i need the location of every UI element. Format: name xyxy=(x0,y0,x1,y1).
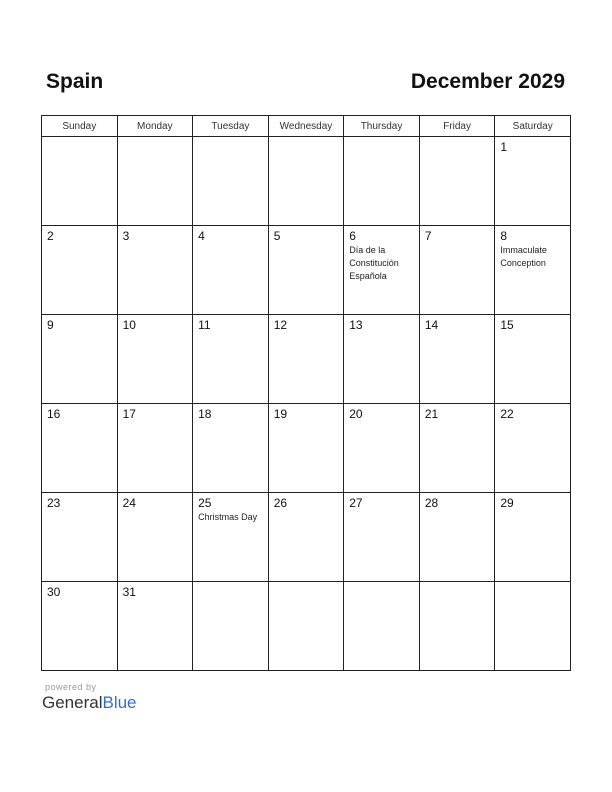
calendar-day-cell xyxy=(495,226,571,315)
holiday-label: Día de la Constitución Española xyxy=(349,245,399,281)
day-number: 16 xyxy=(47,407,61,421)
calendar-day-cell xyxy=(117,404,193,493)
day-number: 18 xyxy=(198,407,212,421)
calendar-day-cell xyxy=(344,582,420,671)
holiday-label: Immaculate Conception xyxy=(500,245,547,268)
day-number: 26 xyxy=(273,496,288,510)
calendar-day-cell xyxy=(268,226,344,315)
calendar-week-row xyxy=(42,404,571,493)
calendar-day-cell xyxy=(419,137,495,226)
weekday-header-row xyxy=(42,116,571,137)
day-number: 8 xyxy=(500,229,508,243)
brand-general-text: General xyxy=(42,693,103,712)
calendar-day-cell xyxy=(268,582,344,671)
calendar-day-cell xyxy=(117,493,193,582)
powered-by-text: powered by xyxy=(45,682,97,692)
calendar-day-cell xyxy=(268,493,344,582)
day-number: 25 xyxy=(198,496,212,510)
calendar-day-cell xyxy=(495,137,571,226)
brand-blue-text: Blue xyxy=(102,693,137,712)
day-number: 19 xyxy=(273,407,288,421)
calendar-day-cell xyxy=(268,315,344,404)
weekday-header: Thursday xyxy=(344,116,420,137)
weekday-header: Tuesday xyxy=(193,116,269,137)
day-number: 24 xyxy=(122,496,136,510)
calendar-title-country: Spain xyxy=(46,70,104,93)
weekday-header: Friday xyxy=(419,116,495,137)
calendar-day-cell xyxy=(193,404,269,493)
day-number: 9 xyxy=(47,318,54,332)
calendar-day-cell xyxy=(193,315,269,404)
day-number: 17 xyxy=(122,407,136,421)
calendar-day-cell xyxy=(117,226,193,315)
day-number: 14 xyxy=(424,318,439,332)
day-number: 1 xyxy=(500,140,508,154)
calendar-day-cell xyxy=(344,404,420,493)
calendar-week-row xyxy=(42,582,571,671)
calendar-day-cell xyxy=(495,493,571,582)
day-number: 20 xyxy=(349,407,363,421)
calendar-day-cell xyxy=(268,404,344,493)
day-number: 21 xyxy=(424,407,439,421)
weekday-header: Saturday xyxy=(495,116,571,137)
calendar-day-cell xyxy=(193,493,269,582)
day-number: 27 xyxy=(349,496,363,510)
calendar-week-row xyxy=(42,493,571,582)
day-number: 5 xyxy=(273,229,281,243)
calendar-day-cell xyxy=(419,493,495,582)
calendar-day-cell xyxy=(419,582,495,671)
calendar-day-cell xyxy=(193,226,269,315)
day-number: 22 xyxy=(500,407,514,421)
calendar-day-cell xyxy=(117,137,193,226)
day-number: 10 xyxy=(122,318,136,332)
calendar-title-month: December 2029 xyxy=(410,70,565,93)
calendar-day-cell xyxy=(268,137,344,226)
calendar-day-cell xyxy=(344,315,420,404)
calendar-day-cell xyxy=(193,137,269,226)
weekday-header: Monday xyxy=(117,116,193,137)
calendar-body xyxy=(42,137,571,671)
calendar-day-cell xyxy=(419,226,495,315)
day-number: 15 xyxy=(500,318,514,332)
calendar-day-cell xyxy=(42,404,118,493)
calendar-day-cell xyxy=(42,226,118,315)
weekday-header: Wednesday xyxy=(268,116,344,137)
calendar-day-cell xyxy=(495,404,571,493)
calendar-day-cell xyxy=(495,315,571,404)
day-number: 30 xyxy=(47,585,61,599)
calendar-day-cell xyxy=(42,315,118,404)
calendar-day-cell xyxy=(344,226,420,315)
day-number: 2 xyxy=(47,229,54,243)
day-number: 31 xyxy=(122,585,136,599)
calendar-day-cell xyxy=(419,315,495,404)
calendar-day-cell xyxy=(344,137,420,226)
calendar-day-cell xyxy=(495,582,571,671)
day-number: 11 xyxy=(198,318,211,332)
day-number: 4 xyxy=(198,229,205,243)
day-number: 7 xyxy=(424,229,432,243)
calendar-day-cell xyxy=(193,582,269,671)
calendar-week-row xyxy=(42,315,571,404)
calendar-day-cell xyxy=(42,137,118,226)
calendar-day-cell xyxy=(419,404,495,493)
calendar-week-row xyxy=(42,137,571,226)
calendar-grid xyxy=(41,115,571,671)
day-number: 13 xyxy=(349,318,363,332)
day-number: 28 xyxy=(424,496,439,510)
day-number: 6 xyxy=(349,229,356,243)
calendar-day-cell xyxy=(117,315,193,404)
weekday-header: Sunday xyxy=(42,116,118,137)
calendar-day-cell xyxy=(42,493,118,582)
day-number: 12 xyxy=(273,318,288,332)
calendar-day-cell xyxy=(117,582,193,671)
calendar-day-cell xyxy=(42,582,118,671)
day-number: 3 xyxy=(122,229,130,243)
day-number: 29 xyxy=(500,496,514,510)
calendar-week-row xyxy=(42,226,571,315)
calendar-day-cell xyxy=(344,493,420,582)
holiday-label: Christmas Day xyxy=(198,512,258,522)
day-number: 23 xyxy=(47,496,61,510)
generalblue-logo xyxy=(42,693,137,713)
